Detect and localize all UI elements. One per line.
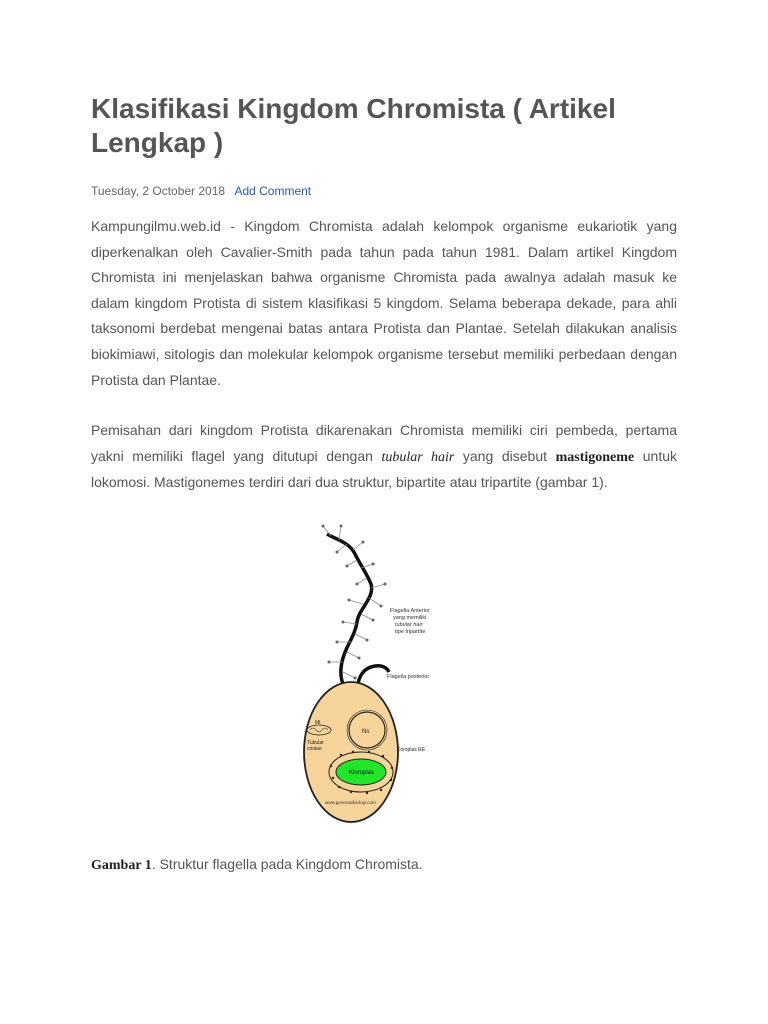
post-date: Tuesday, 2 October 2018 <box>91 184 226 198</box>
anterior-flagellum <box>327 534 372 690</box>
label-tubular-1: Tubular <box>307 740 324 746</box>
flagella-diagram <box>297 512 477 828</box>
label-anterior-1: Flagella Anterior <box>390 608 430 614</box>
caption-text: . Struktur flagella pada Kingdom Chromista. <box>151 856 423 872</box>
label-tubular-2: cristae <box>307 746 322 752</box>
add-comment-link[interactable]: Add Comment <box>234 184 312 198</box>
mitochondrion <box>307 725 331 735</box>
label-koroplas-re: Koroplas RE <box>397 747 426 753</box>
post-meta <box>91 184 311 198</box>
label-anterior-3: tubular hair <box>395 622 423 628</box>
paragraph-intro: Kampungilmu.web.id - Kingdom Chromista adalah kelompok organisme eukariotik yang diperkenalkan oleh Cavalier-Smith pada tahun pada tahun 1981. Dalam artikel Kingdom Chromista ini menjelaskan bahwa organisme Chromista pada awalnya adalah masuk ke dalam kingdom Protista di sistem klasifikasi 5 kingdom. Selama beberapa dekade, para ahli taksonomi berdebat mengenai batas antara Protista dan Plantae. Setelah dilakukan analisis biokimiawi, sitologis dan molekular kelompok organisme tersebut memiliki perbedaan dengan Protista dan Plantae. <box>91 218 677 388</box>
term-tubular-hair: tubular hair <box>381 449 455 465</box>
label-posterior: Flagella posterior <box>387 674 430 680</box>
figure-caption <box>91 856 423 874</box>
paragraph-separation-part3: untuk lokomosi. Mastigonemes terdiri dari dua struktur, bipartite atau tripartite (gambar 1). <box>91 447 678 491</box>
paragraph-separation <box>91 418 677 496</box>
figure-chromista-flagella <box>297 512 477 828</box>
hair-tips <box>322 525 387 680</box>
tubular-hairs <box>323 526 385 678</box>
term-mastigoneme: mastigoneme <box>555 449 635 465</box>
caption-label: Gambar 1 <box>91 858 152 873</box>
label-mt: Mt <box>315 720 321 726</box>
article-title: Klasifikasi Kingdom Chromista ( Artikel Lengkap ) <box>91 93 616 158</box>
paragraph-separation-part2: yang disebut <box>454 447 556 464</box>
label-website: www.generasibiologi.com <box>325 800 376 805</box>
label-anterior-2: yang memiliki <box>393 615 427 621</box>
label-kloroplas: Kloroplas <box>349 770 375 776</box>
label-nucleus: Ns <box>362 729 370 735</box>
label-anterior-4: tipe tripartite <box>395 629 426 635</box>
paragraph-separation-part1: Pemisahan dari kingdom Protista dikarenakan Chromista memiliki ciri pembeda, pertama yakni memiliki flagel yang ditutupi dengan <box>91 422 677 464</box>
